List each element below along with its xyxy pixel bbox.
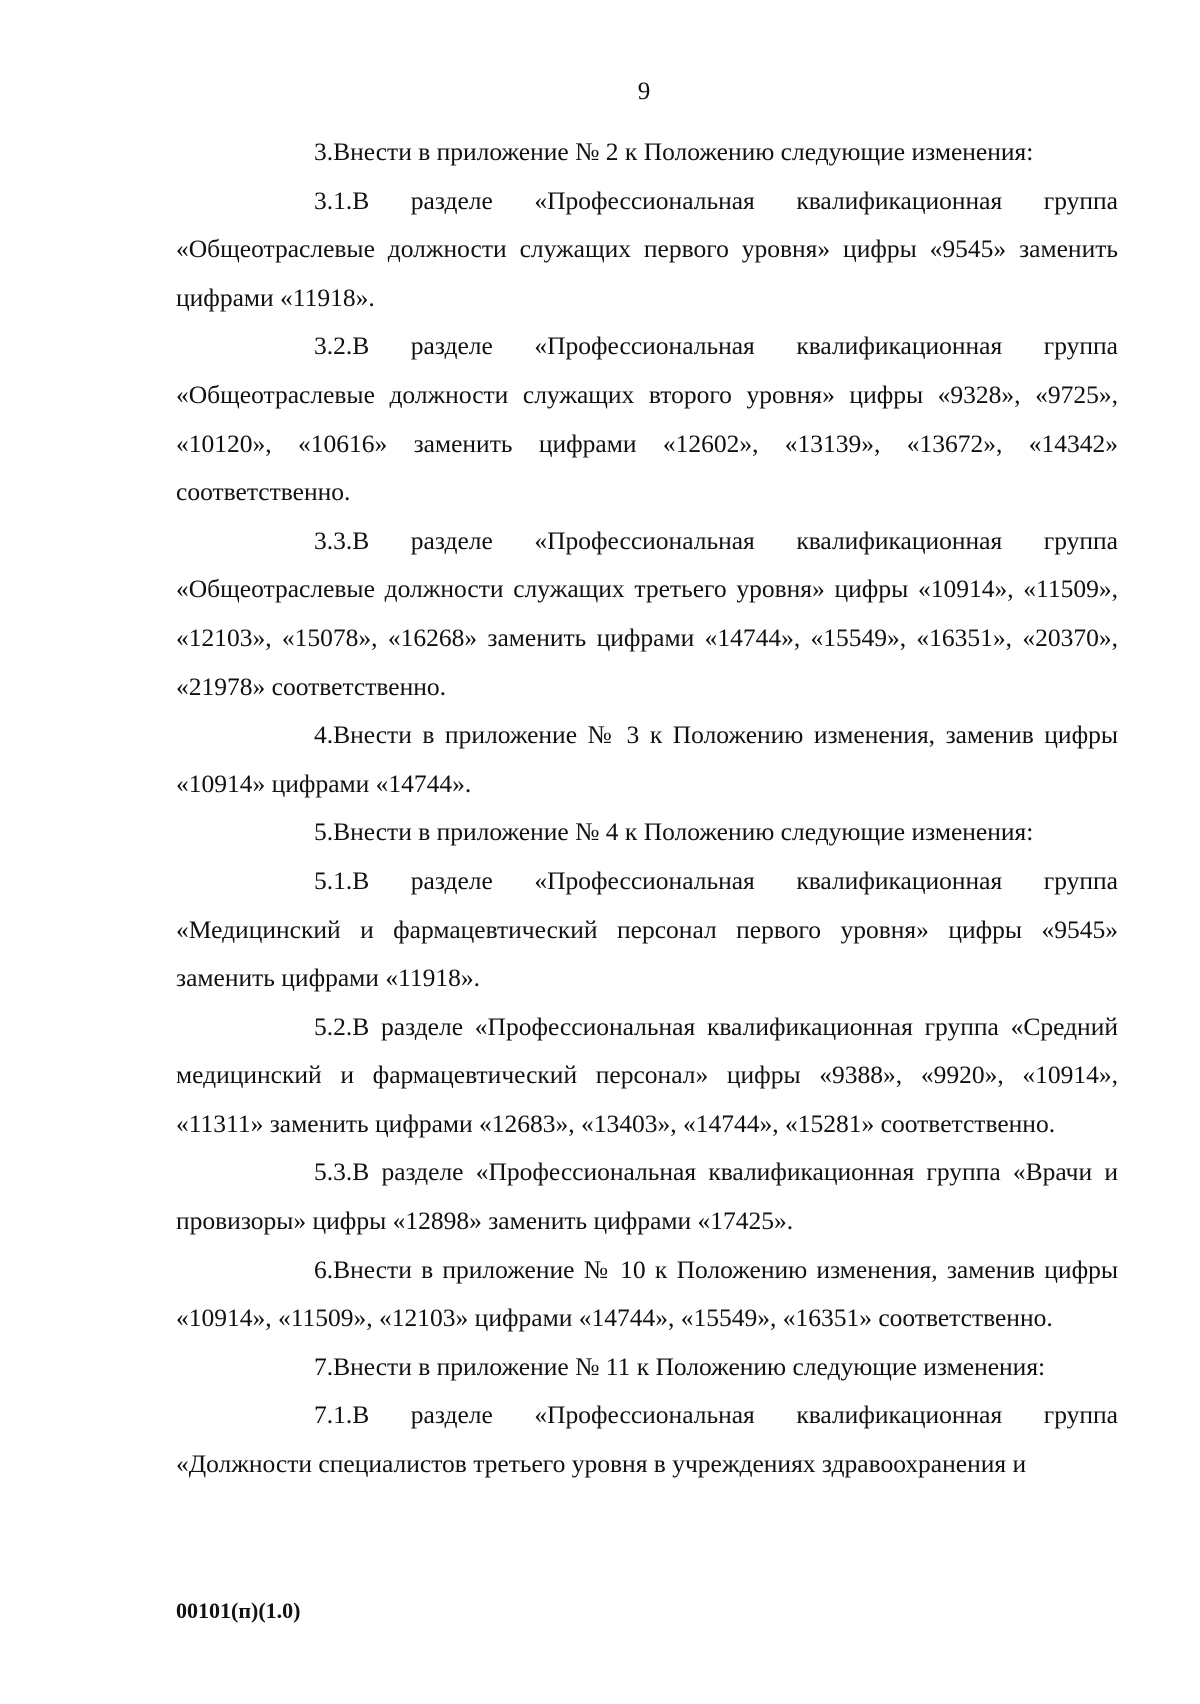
paragraph-text: Внести в приложение № 4 к Положению следующие изменения: xyxy=(333,817,1034,847)
paragraph-7-1 xyxy=(176,1391,1118,1488)
paragraph-number: 3.2. xyxy=(314,331,353,361)
paragraph-text: Внести в приложение № 3 к Положению изменения, заменив цифры «10914» цифрами «14744». xyxy=(176,720,1118,798)
paragraph-number: 6. xyxy=(314,1254,334,1284)
paragraph-text: В разделе «Профессиональная квалификационная группа «Врачи и провизоры» цифры «12898» заменить цифрами «17425». xyxy=(176,1157,1118,1236)
paragraph-number: 3.3. xyxy=(314,525,353,555)
paragraph-3-3 xyxy=(176,517,1118,711)
page-number: 9 xyxy=(637,78,651,105)
document-code: 00101(п)(1.0) xyxy=(176,1598,301,1623)
paragraph-number: 7.1. xyxy=(314,1400,353,1430)
paragraph-7 xyxy=(176,1343,1118,1392)
paragraph-number: 5.1. xyxy=(314,865,353,895)
paragraph-6 xyxy=(176,1246,1118,1343)
paragraph-5-3 xyxy=(176,1148,1118,1245)
paragraph-number: 4. xyxy=(314,720,334,750)
paragraph-5-2 xyxy=(176,1003,1118,1149)
paragraph-text: Внести в приложение № 2 к Положению следующие изменения: xyxy=(333,137,1034,166)
paragraph-text: В разделе «Профессиональная квалификационная группа «Средний медицинский и фармацевтический персонал» цифры «9388», «9920», «10914», «11311» заменить цифрами «12683», «13403», «14744», «15281» соответственно. xyxy=(176,1011,1118,1138)
paragraph-text: В разделе «Профессиональная квалификационная группа «Общеотраслевые должности служащих второго уровня» цифры «9328», «9725», «10120», «10616» заменить цифрами «12602», «13139», «13672», «14342» соответственно. xyxy=(176,331,1118,507)
paragraph-5 xyxy=(176,808,1118,857)
paragraph-number: 3.1. xyxy=(314,185,353,215)
paragraph-number: 5. xyxy=(314,817,334,847)
paragraph-text: В разделе «Профессиональная квалификационная группа «Медицинский и фармацевтический персонал первого уровня» цифры «9545» заменить цифрами «11918». xyxy=(176,865,1118,993)
paragraph-3 xyxy=(176,128,1118,177)
paragraph-4 xyxy=(176,711,1118,808)
paragraph-text: В разделе «Профессиональная квалификационная группа «Должности специалистов третьего уровня в учреждениях здравоохранения и xyxy=(176,1400,1118,1479)
paragraph-number: 5.3. xyxy=(314,1157,353,1187)
paragraph-text: В разделе «Профессиональная квалификационная группа «Общеотраслевые должности служащих первого уровня» цифры «9545» заменить цифрами «11918». xyxy=(176,185,1118,312)
paragraph-text: Внести в приложение № 11 к Положению следующие изменения: xyxy=(333,1351,1046,1381)
document-body xyxy=(176,128,1118,1489)
paragraph-text: Внести в приложение № 10 к Положению изменения, заменив цифры «10914», «11509», «12103» цифрами «14744», «15549», «16351» соответственно. xyxy=(176,1254,1118,1333)
paragraph-3-2 xyxy=(176,322,1118,516)
paragraph-number: 7. xyxy=(314,1351,334,1381)
paragraph-3-1 xyxy=(176,177,1118,323)
paragraph-5-1 xyxy=(176,857,1118,1003)
paragraph-number: 5.2. xyxy=(314,1011,353,1041)
paragraph-text: В разделе «Профессиональная квалификационная группа «Общеотраслевые должности служащих третьего уровня» цифры «10914», «11509», «12103», «15078», «16268» заменить цифрами «14744», «15549», «16351», «20370», «21978» соответственно. xyxy=(176,525,1118,701)
paragraph-number: 3. xyxy=(314,137,334,166)
